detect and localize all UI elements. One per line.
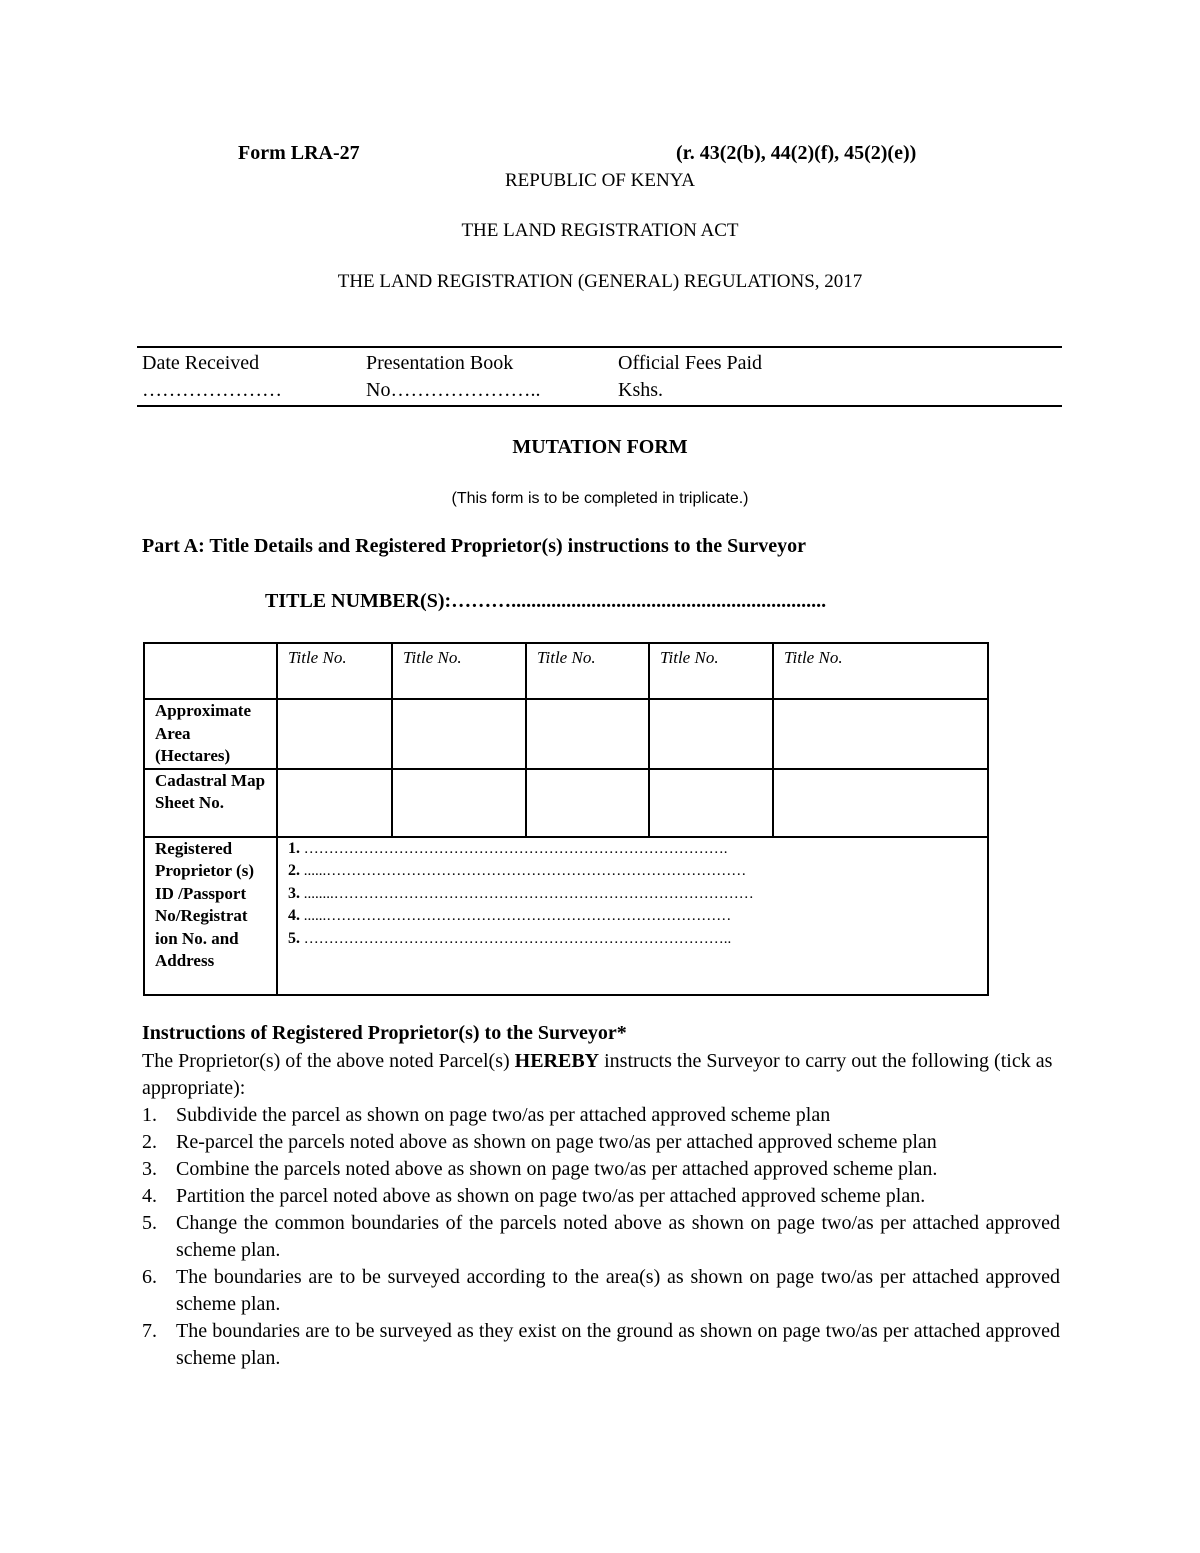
form-id: Form LRA-27: [238, 142, 360, 164]
area-cell[interactable]: [392, 699, 526, 769]
area-cell[interactable]: [773, 699, 988, 769]
proprietor-line[interactable]: [288, 883, 977, 906]
title-no-header: Title No.: [526, 643, 649, 699]
triplicate-note: (This form is to be completed in triplicate.): [451, 490, 749, 507]
title-no-header: Title No.: [392, 643, 526, 699]
row-label-area: Approximate Area (Hectares): [144, 699, 277, 769]
proprietor-line[interactable]: [288, 905, 977, 928]
item-number: 7.: [142, 1320, 157, 1342]
table-row: [144, 699, 988, 769]
line-dots: ........…………………………………………………………………………: [300, 885, 754, 902]
line-dots: ......………………………………………………………………………: [300, 908, 732, 924]
item-number: 4.: [142, 1185, 157, 1207]
instruction-item[interactable]: [142, 1210, 1060, 1264]
item-text: The boundaries are to be surveyed according to the area(s) as shown on page two/as per attached approved scheme plan.: [176, 1266, 1060, 1315]
proprietor-line[interactable]: [288, 928, 977, 951]
presentation-book-label: Presentation Book: [366, 352, 514, 374]
rule-reference: (r. 43(2(b), 44(2)(f), 45(2)(e)): [676, 142, 917, 164]
intro-text: The Proprietor(s) of the above noted Parcel(s): [142, 1050, 515, 1072]
instruction-item[interactable]: [142, 1129, 1060, 1156]
area-cell[interactable]: [526, 699, 649, 769]
cadastral-cell[interactable]: [773, 769, 988, 837]
item-text: Partition the parcel noted above as shown on page two/as per attached approved scheme plan.: [176, 1185, 926, 1207]
item-text: Subdivide the parcel as shown on page two/as per attached approved scheme plan: [176, 1104, 831, 1126]
table-header-row: [144, 643, 988, 699]
regulations-heading: THE LAND REGISTRATION (GENERAL) REGULATIONS, 2017: [337, 271, 863, 292]
instruction-item[interactable]: [142, 1102, 1060, 1129]
official-fees-field[interactable]: [618, 350, 762, 404]
line-number: 1.: [288, 839, 300, 857]
intro-text-end: instructs the Surveyor to carry out the following (tick as appropriate):: [142, 1050, 1053, 1099]
table-corner-cell: [144, 643, 277, 699]
line-number: 3.: [288, 884, 300, 902]
instruction-item[interactable]: [142, 1183, 1060, 1210]
item-number: 1.: [142, 1104, 157, 1126]
item-text: The boundaries are to be surveyed as they exist on the ground as shown on page two/as per attached approved scheme plan.: [176, 1320, 1060, 1369]
line-dots: ......…………………………………………………………………………: [300, 863, 747, 879]
item-number: 2.: [142, 1131, 157, 1153]
form-title: MUTATION FORM: [512, 436, 688, 458]
instruction-item[interactable]: [142, 1156, 1060, 1183]
item-text: Change the common boundaries of the parcels noted above as shown on page two/as per attached approved scheme plan.: [176, 1212, 1060, 1261]
registry-box-bottom-rule: [137, 405, 1062, 407]
row-label-proprietor: Registered Proprietor (s) ID /Passport No/Registrat ion No. and Address: [144, 837, 277, 995]
intro-hereby: HEREBY: [514, 1050, 600, 1072]
title-numbers-field[interactable]: TITLE NUMBER(S):………...............................................................: [265, 590, 827, 612]
title-no-header: Title No.: [773, 643, 988, 699]
instruction-item[interactable]: [142, 1264, 1060, 1318]
item-text: Combine the parcels noted above as shown on page two/as per attached approved scheme plan.: [176, 1158, 938, 1180]
act-heading: THE LAND REGISTRATION ACT: [461, 220, 739, 241]
registry-box-top-rule: [137, 346, 1062, 348]
instructions-intro: [142, 1048, 1060, 1102]
line-number: 2.: [288, 862, 300, 879]
proprietor-line[interactable]: [288, 838, 977, 861]
cadastral-cell[interactable]: [649, 769, 773, 837]
proprietor-lines-cell[interactable]: [277, 837, 988, 995]
item-number: 5.: [142, 1212, 157, 1234]
presentation-book-number: No…………………..: [366, 379, 541, 401]
item-number: 6.: [142, 1266, 157, 1288]
proprietor-line[interactable]: [288, 860, 977, 883]
table-row: [144, 769, 988, 837]
cadastral-cell[interactable]: [526, 769, 649, 837]
date-received-field[interactable]: [142, 350, 282, 404]
republic-heading: REPUBLIC OF KENYA: [504, 170, 696, 191]
title-no-header: Title No.: [277, 643, 392, 699]
item-text: Re-parcel the parcels noted above as shown on page two/as per attached approved scheme plan: [176, 1131, 937, 1153]
presentation-book-field[interactable]: [366, 350, 540, 404]
official-fees-currency: Kshs.: [618, 379, 664, 401]
area-cell[interactable]: [277, 699, 392, 769]
line-dots: ………………………………………………………………………….: [300, 840, 728, 857]
row-label-cadastral: Cadastral Map Sheet No.: [144, 769, 277, 837]
cadastral-cell[interactable]: [277, 769, 392, 837]
line-number: 5.: [288, 929, 300, 947]
cadastral-cell[interactable]: [392, 769, 526, 837]
table-row: [144, 837, 988, 995]
date-received-label: Date Received: [142, 352, 260, 374]
title-details-table: [143, 642, 989, 996]
instruction-item[interactable]: [142, 1318, 1060, 1372]
instructions-heading: Instructions of Registered Proprietor(s) to the Surveyor*: [142, 1022, 627, 1044]
official-fees-label: Official Fees Paid: [618, 352, 763, 374]
area-cell[interactable]: [649, 699, 773, 769]
line-number: 4.: [288, 907, 300, 924]
title-no-header: Title No.: [649, 643, 773, 699]
part-a-heading: Part A: Title Details and Registered Proprietor(s) instructions to the Surveyor: [142, 535, 806, 557]
item-number: 3.: [142, 1158, 157, 1180]
date-received-blank: …………………: [142, 379, 282, 401]
instructions-list: [142, 1102, 1060, 1372]
line-dots: …………………………………………………………………………..: [300, 930, 732, 947]
